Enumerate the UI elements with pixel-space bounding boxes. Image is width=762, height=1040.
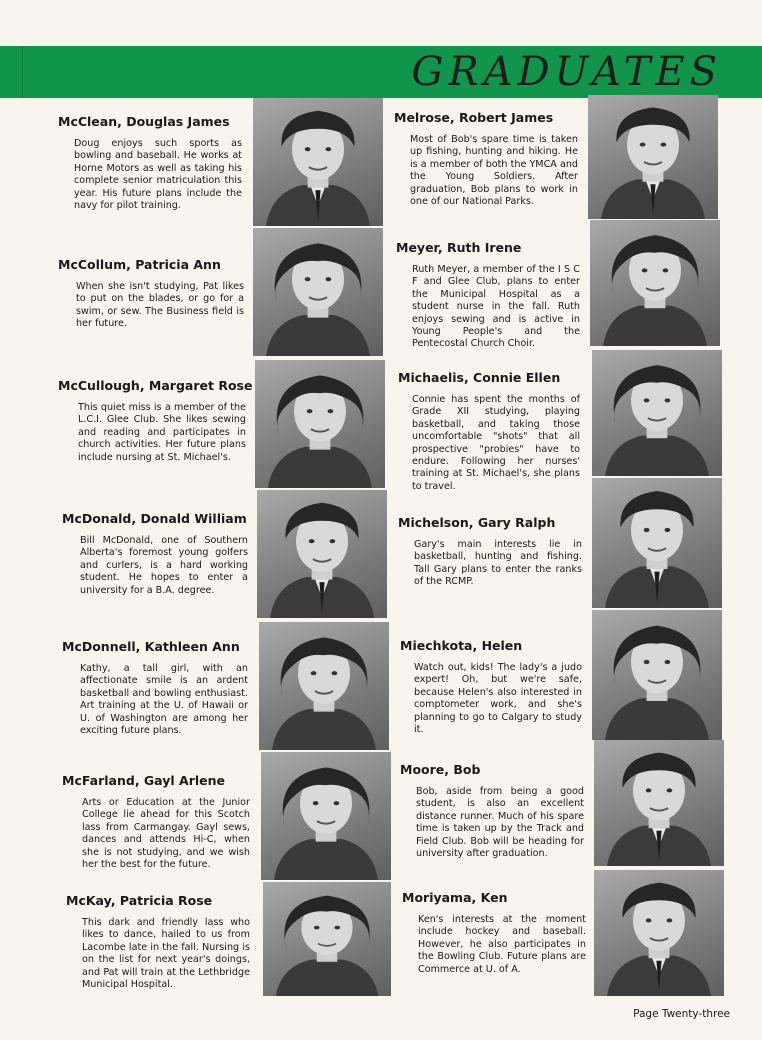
graduate-bio: Ken's interests at the moment include hockey and baseball. However, he also participates in the Bowling Club. Future plans are Commerce at U. of A. <box>418 914 586 975</box>
graduate-name: Melrose, Robert James <box>394 110 554 125</box>
graduate-name: McCullough, Margaret Rose <box>58 378 253 393</box>
graduate-name: Michaelis, Connie Ellen <box>398 370 561 385</box>
page-number: Page Twenty-three <box>633 1008 730 1020</box>
graduate-photo <box>592 350 722 476</box>
graduate-name: Moriyama, Ken <box>402 890 508 905</box>
graduate-photo <box>590 220 720 346</box>
graduate-photo <box>592 478 722 608</box>
graduate-photo <box>253 228 383 356</box>
graduate-photo <box>261 752 391 880</box>
graduate-name: McDonnell, Kathleen Ann <box>62 639 240 654</box>
graduate-photo <box>588 95 718 219</box>
graduate-photo <box>263 882 391 996</box>
graduate-name: Michelson, Gary Ralph <box>398 515 556 530</box>
graduate-bio: When she isn't studying, Pat likes to put on the blades, or go for a swim, or sew. The Business field is her future. <box>76 281 244 330</box>
graduate-photo <box>253 98 383 226</box>
graduate-bio: Bob, aside from being a good student, is also an excellent distance runner. Much of his spare time is taken up by the Track and Field Club. Bob will be heading for university after graduation. <box>416 786 584 860</box>
graduate-name: Meyer, Ruth Irene <box>396 240 522 255</box>
graduate-name: McKay, Patricia Rose <box>66 893 213 908</box>
graduate-photo <box>257 490 387 618</box>
header-banner <box>0 46 762 98</box>
graduate-photo <box>592 610 722 740</box>
graduate-bio: Ruth Meyer, a member of the I S C F and Glee Club, plans to enter the Municipal Hospital as a student nurse in the fall. Ruth enjoys sewing and is active in Young People's and the Pentecostal Church Choir. <box>412 264 580 350</box>
graduate-bio: Bill McDonald, one of Southern Alberta's foremost young golfers and curlers, is a hard working student. He hopes to enter a university for a B.A. degree. <box>80 535 248 596</box>
graduate-photo <box>594 740 724 866</box>
graduate-bio: Watch out, kids! The lady's a judo expert! Oh, but we're safe, because Helen's also interested in comptometer work, and she's planning to go to Calgary to study it. <box>414 662 582 736</box>
graduate-name: Moore, Bob <box>400 762 481 777</box>
graduate-name: McFarland, Gayl Arlene <box>62 773 225 788</box>
graduate-photo <box>255 360 385 488</box>
graduate-photo <box>259 622 389 750</box>
graduate-name: McCollum, Patricia Ann <box>58 257 221 272</box>
graduate-bio: This quiet miss is a member of the L.C.I. Glee Club. She likes sewing and reading and participates in church activities. Her future plans include nursing at St. Michael's. <box>78 402 246 463</box>
graduate-bio: Kathy, a tall girl, with an affectionate smile is an ardent basketball and bowling enthusiast. Art training at the U. of Hawaii or U. of Washington are among her exciting future plans. <box>80 663 248 737</box>
graduate-bio: Doug enjoys such sports as bowling and baseball. He works at Horne Motors as well as taking his complete senior matriculation this year. His future plans include the navy for pilot training. <box>74 138 242 212</box>
page-title: GRADUATES <box>411 49 722 95</box>
graduate-bio: Most of Bob's spare time is taken up fishing, hunting and hiking. He is a member of both the YMCA and the Young Soldiers. After graduation, Bob plans to work in one of our National Parks. <box>410 134 578 208</box>
graduate-bio: Arts or Education at the Junior College lie ahead for this Scotch lass from Carmangay. Gayl sews, dances and attends Hi-C, when she is not studying, and we wish her the best for the future. <box>82 797 250 871</box>
graduate-bio: This dark and friendly lass who likes to dance, hailed to us from Lacombe late in the fall. Nursing is on the list for next year's doings, and Pat will train at the Lethbridge Municipal Hospital. <box>82 917 250 991</box>
graduate-photo <box>594 870 724 996</box>
graduate-name: McClean, Douglas James <box>58 114 230 129</box>
graduate-bio: Gary's main interests lie in basketball, hunting and fishing. Tall Gary plans to enter the ranks of the RCMP. <box>414 539 582 588</box>
graduate-name: Miechkota, Helen <box>400 638 523 653</box>
graduate-name: McDonald, Donald William <box>62 511 247 526</box>
graduate-bio: Connie has spent the months of Grade XII studying, playing basketball, and taking those uncomfortable "shots" that all prospective "probies" have to endure. Following her nurses' training at St. Michael's, she plans to travel. <box>412 394 580 492</box>
banner-divider <box>22 46 23 98</box>
